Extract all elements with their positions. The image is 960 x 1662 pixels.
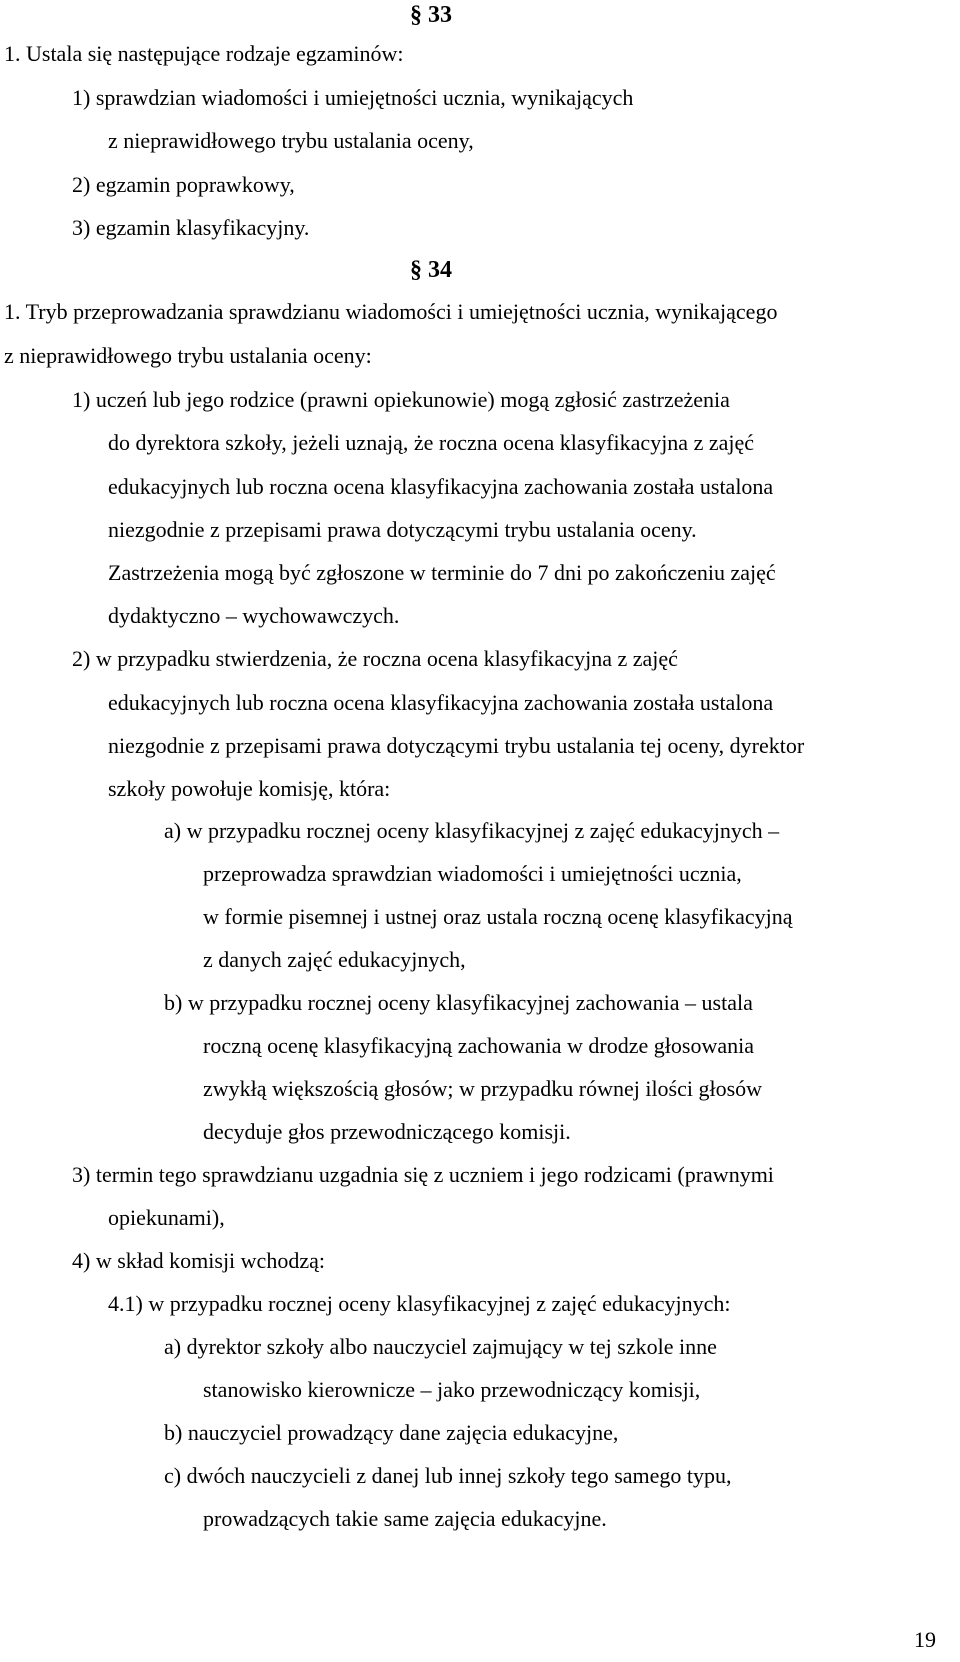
item-2-line-1: 2) w przypadku stwierdzenia, że roczna ocena klasyfikacyjna z zajęć: [72, 646, 678, 671]
subitem-b-line-4: decyduje głos przewodniczącego komisji.: [203, 1119, 571, 1144]
subitem-a-line-1: a) w przypadku rocznej oceny klasyfikacyjnej z zajęć edukacyjnych –: [164, 818, 780, 843]
item-1-line-4: niezgodnie z przepisami prawa dotyczącymi trybu ustalania oceny.: [108, 517, 697, 542]
item-1-line-3: edukacyjnych lub roczna ocena klasyfikacyjna zachowania została ustalona: [108, 474, 774, 499]
section-33-paragraph-1: 1. Ustala się następujące rodzaje egzaminów:: [4, 41, 404, 66]
sub-4-1-a-line-2: stanowisko kierownicze – jako przewodniczący komisji,: [203, 1377, 701, 1402]
item-1-line-1: 1) uczeń lub jego rodzice (prawni opiekunowie) mogą zgłosić zastrzeżenia: [72, 387, 730, 412]
sub-4-1-c-line-2: prowadzących takie same zajęcia edukacyjne.: [203, 1506, 607, 1531]
subitem-a-line-2: przeprowadza sprawdzian wiadomości i umiejętności ucznia,: [203, 861, 742, 886]
item-2-line-3: niezgodnie z przepisami prawa dotyczącymi trybu ustalania tej oceny, dyrektor: [108, 733, 805, 758]
section-33-item-3: 3) egzamin klasyfikacyjny.: [72, 215, 310, 240]
section-33-heading: § 33: [410, 2, 452, 28]
item-1-line-5: Zastrzeżenia mogą być zgłoszone w terminie do 7 dni po zakończeniu zajęć: [108, 560, 776, 585]
subitem-b-line-2: roczną ocenę klasyfikacyjną zachowania w drodze głosowania: [203, 1033, 754, 1058]
sub-4-1-c-line-1: c) dwóch nauczycieli z danej lub innej szkoły tego samego typu,: [164, 1463, 732, 1488]
subitem-a-line-4: z danych zajęć edukacyjnych,: [203, 947, 466, 972]
item-1-line-6: dydaktyczno – wychowawczych.: [108, 603, 400, 628]
item-2-line-2: edukacyjnych lub roczna ocena klasyfikacyjna zachowania została ustalona: [108, 690, 774, 715]
item-3-line-1: 3) termin tego sprawdzianu uzgadnia się z uczniem i jego rodzicami (prawnymi: [72, 1162, 774, 1187]
section-34-paragraph-1-line-1: 1. Tryb przeprowadzania sprawdzianu wiadomości i umiejętności ucznia, wynikającego: [4, 299, 778, 324]
item-1-line-2: do dyrektora szkoły, jeżeli uznają, że roczna ocena klasyfikacyjna z zajęć: [108, 430, 755, 455]
page-number: 19: [914, 1627, 936, 1652]
sub-4-1-a-line-1: a) dyrektor szkoły albo nauczyciel zajmujący w tej szkole inne: [164, 1334, 717, 1359]
item-4-line-1: 4) w skład komisji wchodzą:: [72, 1248, 325, 1273]
subitem-a-line-3: w formie pisemnej i ustnej oraz ustala roczną ocenę klasyfikacyjną: [203, 904, 793, 929]
item-3-line-2: opiekunami),: [108, 1205, 225, 1230]
subitem-b-line-1: b) w przypadku rocznej oceny klasyfikacyjnej zachowania – ustala: [164, 990, 753, 1015]
section-34-heading: § 34: [410, 257, 452, 283]
item-4-1: 4.1) w przypadku rocznej oceny klasyfikacyjnej z zajęć edukacyjnych:: [108, 1291, 731, 1316]
section-33-item-2: 2) egzamin poprawkowy,: [72, 172, 295, 197]
section-33-item-1-line-1: 1) sprawdzian wiadomości i umiejętności ucznia, wynikających: [72, 85, 634, 110]
section-34-paragraph-1-line-2: z nieprawidłowego trybu ustalania oceny:: [4, 343, 372, 368]
item-2-line-4: szkoły powołuje komisję, która:: [108, 776, 391, 801]
section-33-item-1-line-2: z nieprawidłowego trybu ustalania oceny,: [108, 128, 474, 153]
subitem-b-line-3: zwykłą większością głosów; w przypadku równej ilości głosów: [203, 1076, 763, 1101]
sub-4-1-b: b) nauczyciel prowadzący dane zajęcia edukacyjne,: [164, 1420, 619, 1445]
